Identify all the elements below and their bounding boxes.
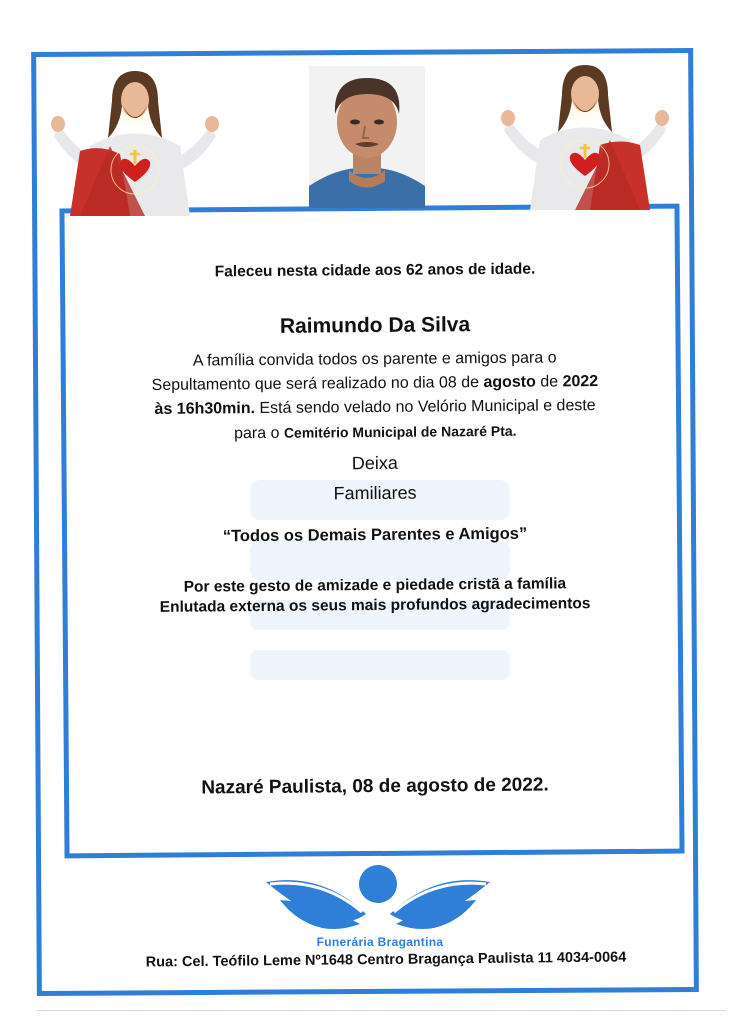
sacred-heart-jesus-icon	[50, 66, 220, 216]
details-line-3-b: Está sendo velado no Velório Municipal e deste	[254, 397, 596, 418]
thanks-line-1: Por este gesto de amizade e piedade cristã a família	[183, 575, 567, 596]
funeral-details-text	[70, 345, 681, 447]
familiares-label: Familiares	[333, 482, 417, 504]
details-line-2-c: de	[535, 373, 563, 391]
sacred-heart-jesus-icon	[500, 60, 670, 210]
thanks-message	[70, 573, 680, 618]
details-month: agosto	[483, 373, 536, 392]
survivors-block	[70, 445, 681, 510]
scan-edge-line	[36, 1010, 726, 1011]
deixa-label: Deixa	[351, 452, 398, 474]
details-line-4-a: para o	[234, 424, 284, 443]
deceased-name: Raimundo Da Silva	[279, 313, 471, 338]
relatives-quote: “Todos os Demais Parentes e Amigos”	[222, 524, 528, 546]
death-intro-text: Faleceu nesta cidade aos 62 anos de idade.	[214, 260, 536, 281]
deceased-portrait-photo	[309, 66, 425, 208]
details-year: 2022	[562, 373, 599, 391]
details-line-2-a: Sepultamento que será realizado no dia 08 de	[151, 374, 484, 394]
details-cemetery: Cemitério Municipal de Nazaré Pta.	[283, 422, 517, 441]
funeral-home-address: Rua: Cel. Teófilo Leme Nº1648 Centro Bragança Paulista 11 4034-0064	[145, 949, 627, 971]
thanks-line-2: Enlutada externa os seus mais profundos agradecimentos	[159, 595, 591, 616]
funeral-home-name: Funerária Bragantina	[316, 935, 444, 949]
details-line-4	[70, 417, 680, 447]
details-line-1: A família convida todos os parente e amigos para o	[192, 349, 557, 370]
details-time: às 16h30min.	[154, 400, 256, 418]
funeral-home-logo-icon	[262, 862, 494, 934]
place-and-date: Nazaré Paulista, 08 de agosto de 2022.	[201, 774, 549, 799]
